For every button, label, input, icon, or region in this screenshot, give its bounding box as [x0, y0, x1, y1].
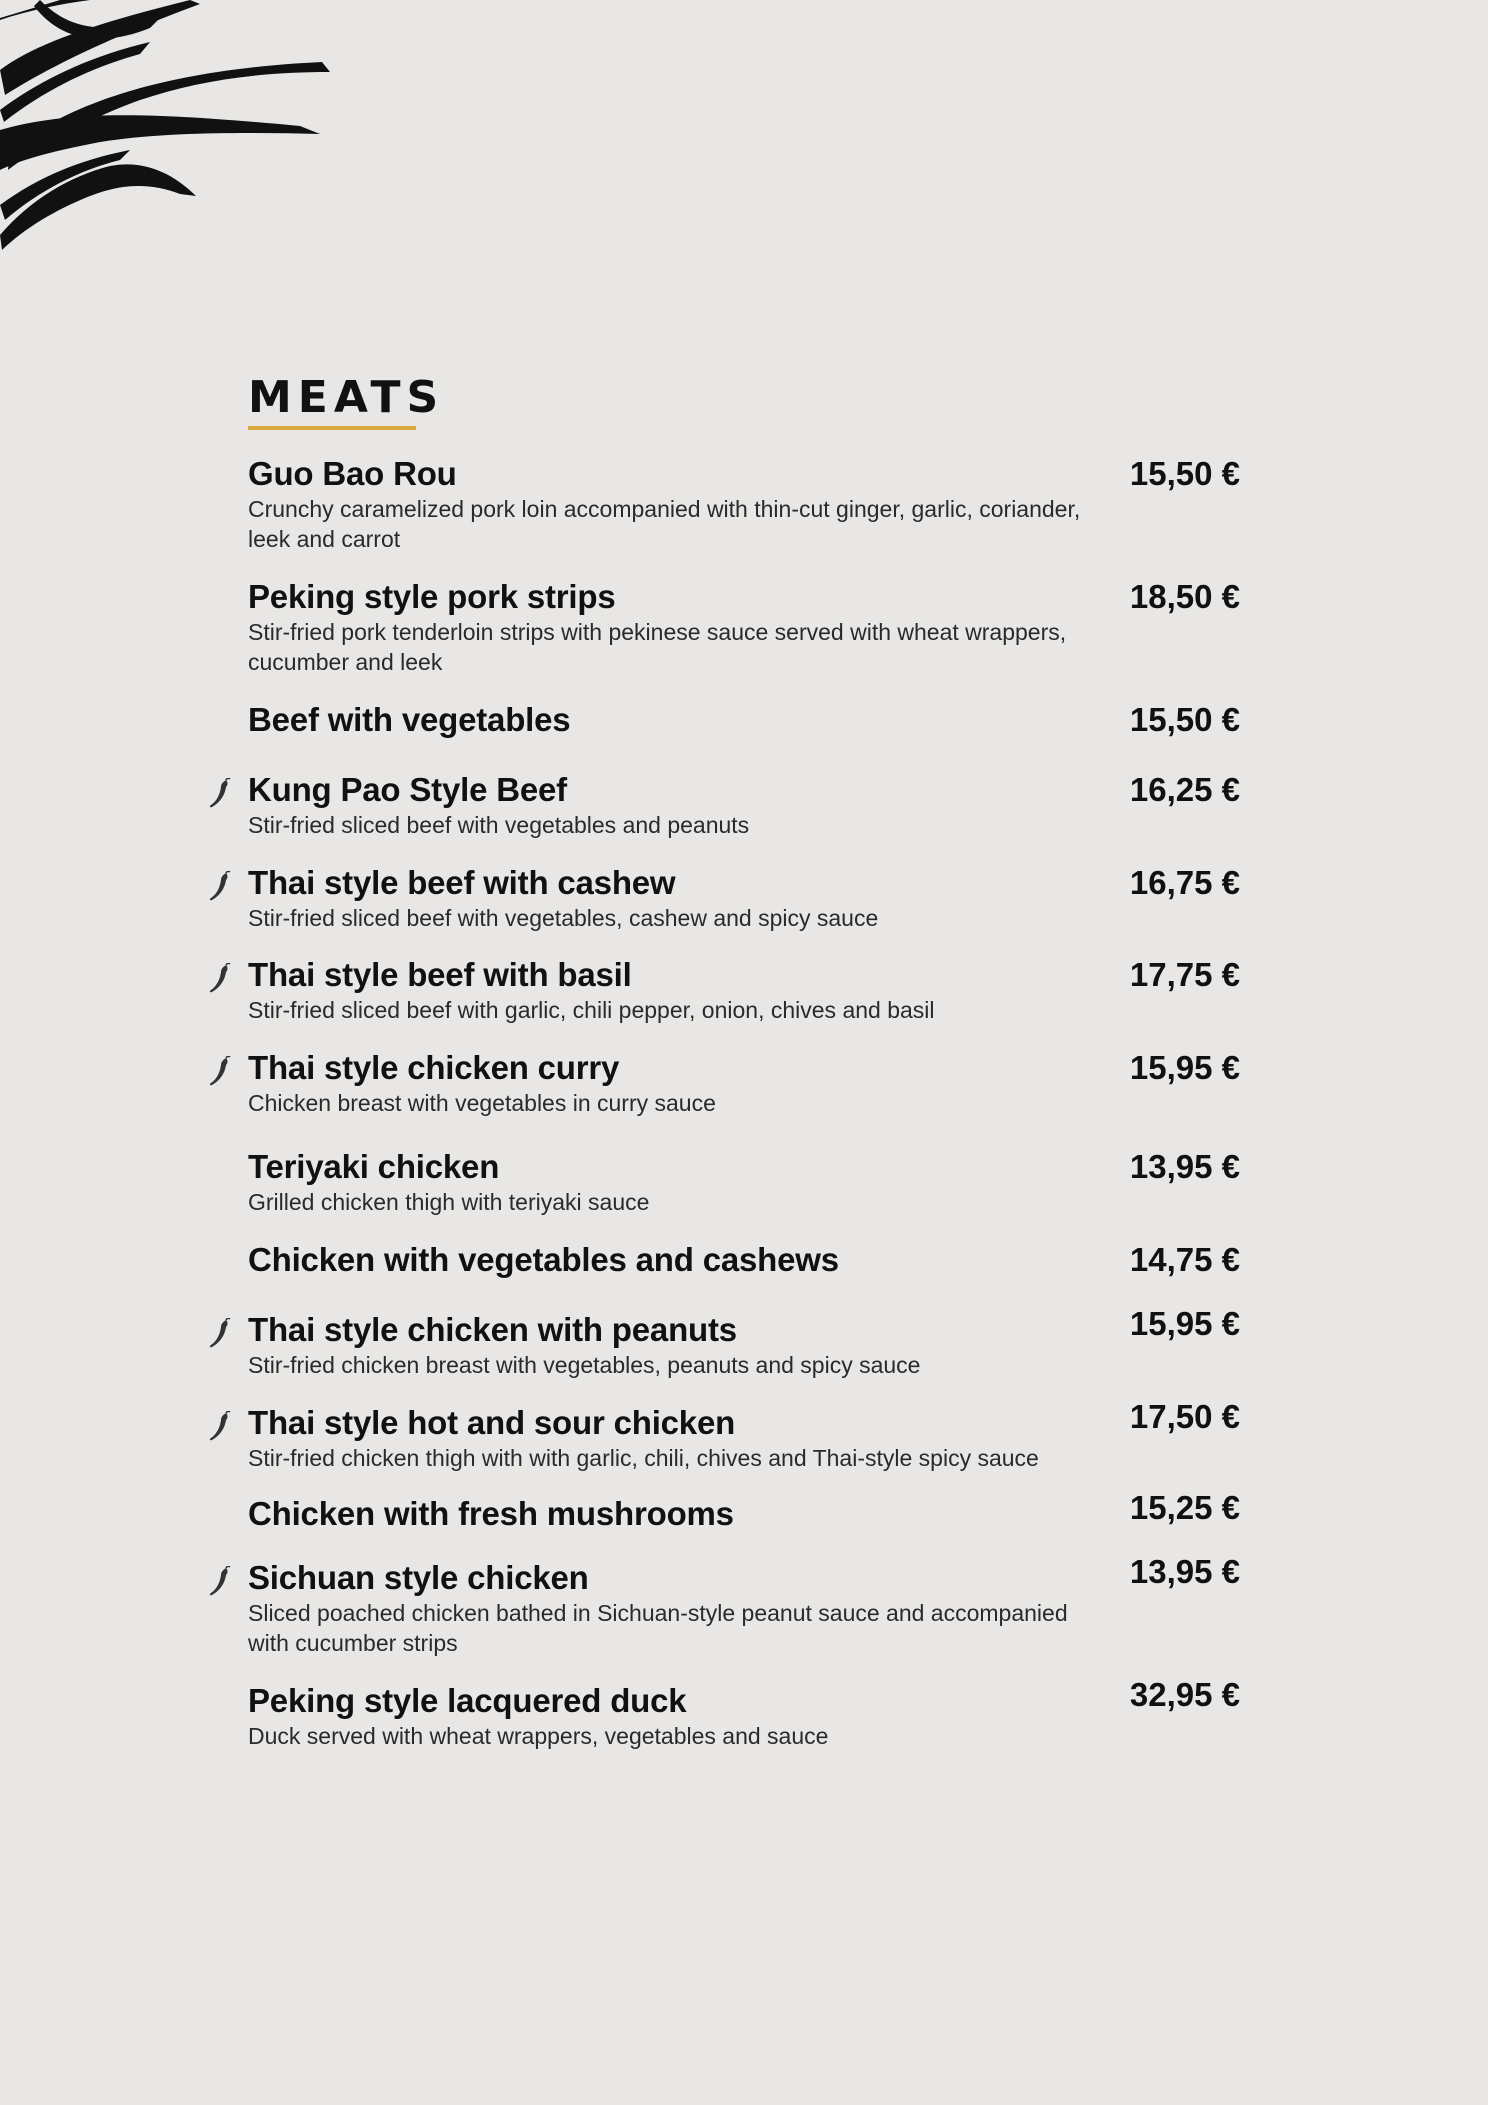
bamboo-leaves-illustration [0, 0, 340, 260]
menu-item-price: 13,95 € [1129, 1553, 1240, 1590]
menu-item-name: Guo Bao Rou [248, 455, 457, 492]
menu-item-price: 15,95 € [1129, 1049, 1240, 1086]
chili-pepper-icon [208, 1056, 234, 1088]
menu-item-name: Thai style beef with cashew [248, 864, 676, 901]
menu-item-description: Stir-fried sliced beef with vegetables, cashew and spicy sauce [248, 905, 879, 931]
menu-item-name: Peking style pork strips [248, 578, 616, 615]
menu-item [248, 1305, 1240, 1380]
menu-item-description: Crunchy caramelized pork loin accompanied with thin-cut ginger, garlic, coriander, leek and carrot [248, 496, 1081, 552]
chili-pepper-icon [208, 1318, 234, 1350]
menu-item-description: Grilled chicken thigh with teriyaki sauce [248, 1189, 650, 1215]
menu-item-description: Sliced poached chicken bathed in Sichuan-style peanut sauce and accompanied with cucumber strips [248, 1600, 1068, 1656]
menu-item [248, 1048, 1240, 1118]
menu-item [248, 1553, 1240, 1658]
menu-item-price: 15,50 € [1129, 701, 1240, 738]
menu-item-price: 17,75 € [1129, 956, 1240, 993]
menu-item-description: Stir-fried sliced beef with garlic, chili pepper, onion, chives and basil [248, 997, 935, 1023]
menu-item-price: 17,50 € [1129, 1398, 1240, 1435]
menu-item-price: 16,25 € [1129, 771, 1240, 808]
menu-item-price: 13,95 € [1129, 1148, 1240, 1185]
title-underline [248, 426, 416, 430]
menu-item-price: 15,50 € [1129, 455, 1240, 492]
menu-item-name: Teriyaki chicken [248, 1148, 500, 1185]
menu-item [248, 1489, 1240, 1534]
menu-item-price: 18,50 € [1129, 578, 1240, 615]
section-title: MEATS [248, 372, 445, 423]
menu-item-name: Thai style beef with basil [248, 956, 632, 993]
chili-pepper-icon [208, 871, 234, 903]
menu-item-description: Stir-fried sliced beef with vegetables and peanuts [248, 812, 750, 838]
menu-item [248, 1240, 1240, 1280]
menu-item [248, 955, 1240, 1025]
menu-item-description: Stir-fried chicken breast with vegetables, peanuts and spicy sauce [248, 1352, 921, 1378]
menu-item-price: 16,75 € [1129, 864, 1240, 901]
menu-item-name: Thai style chicken with peanuts [248, 1311, 737, 1348]
menu-item [248, 700, 1240, 740]
menu-item-price: 14,75 € [1129, 1241, 1240, 1278]
chili-pepper-icon [208, 1566, 234, 1598]
menu-item-price: 32,95 € [1129, 1676, 1240, 1713]
menu-item [248, 770, 1240, 840]
menu-item-description: Stir-fried pork tenderloin strips with pekinese sauce served with wheat wrappers, cucumber and leek [248, 619, 1067, 675]
menu-item-name: Kung Pao Style Beef [248, 771, 567, 808]
menu-item-name: Beef with vegetables [248, 701, 571, 738]
menu-item-price: 15,95 € [1129, 1305, 1240, 1342]
menu-item-price: 15,25 € [1129, 1489, 1240, 1526]
chili-pepper-icon [208, 963, 234, 995]
menu-item-description: Chicken breast with vegetables in curry sauce [248, 1090, 716, 1116]
menu-item [248, 863, 1240, 933]
menu-item [248, 1676, 1240, 1751]
chili-pepper-icon [208, 778, 234, 810]
menu-item-name: Chicken with vegetables and cashews [248, 1241, 839, 1278]
menu-item-name: Peking style lacquered duck [248, 1682, 687, 1719]
chili-pepper-icon [208, 1411, 234, 1443]
menu-item-name: Thai style chicken curry [248, 1049, 620, 1086]
menu-item [248, 1398, 1240, 1473]
menu-item-description: Duck served with wheat wrappers, vegetables and sauce [248, 1723, 829, 1749]
menu-item [248, 1147, 1240, 1217]
menu-item-name: Thai style hot and sour chicken [248, 1404, 736, 1441]
menu-item [248, 577, 1240, 677]
menu-item-name: Sichuan style chicken [248, 1559, 589, 1596]
menu-item-description: Stir-fried chicken thigh with with garlic, chili, chives and Thai-style spicy sauce [248, 1445, 1039, 1471]
menu-item-name: Chicken with fresh mushrooms [248, 1495, 734, 1532]
menu-item [248, 454, 1240, 554]
